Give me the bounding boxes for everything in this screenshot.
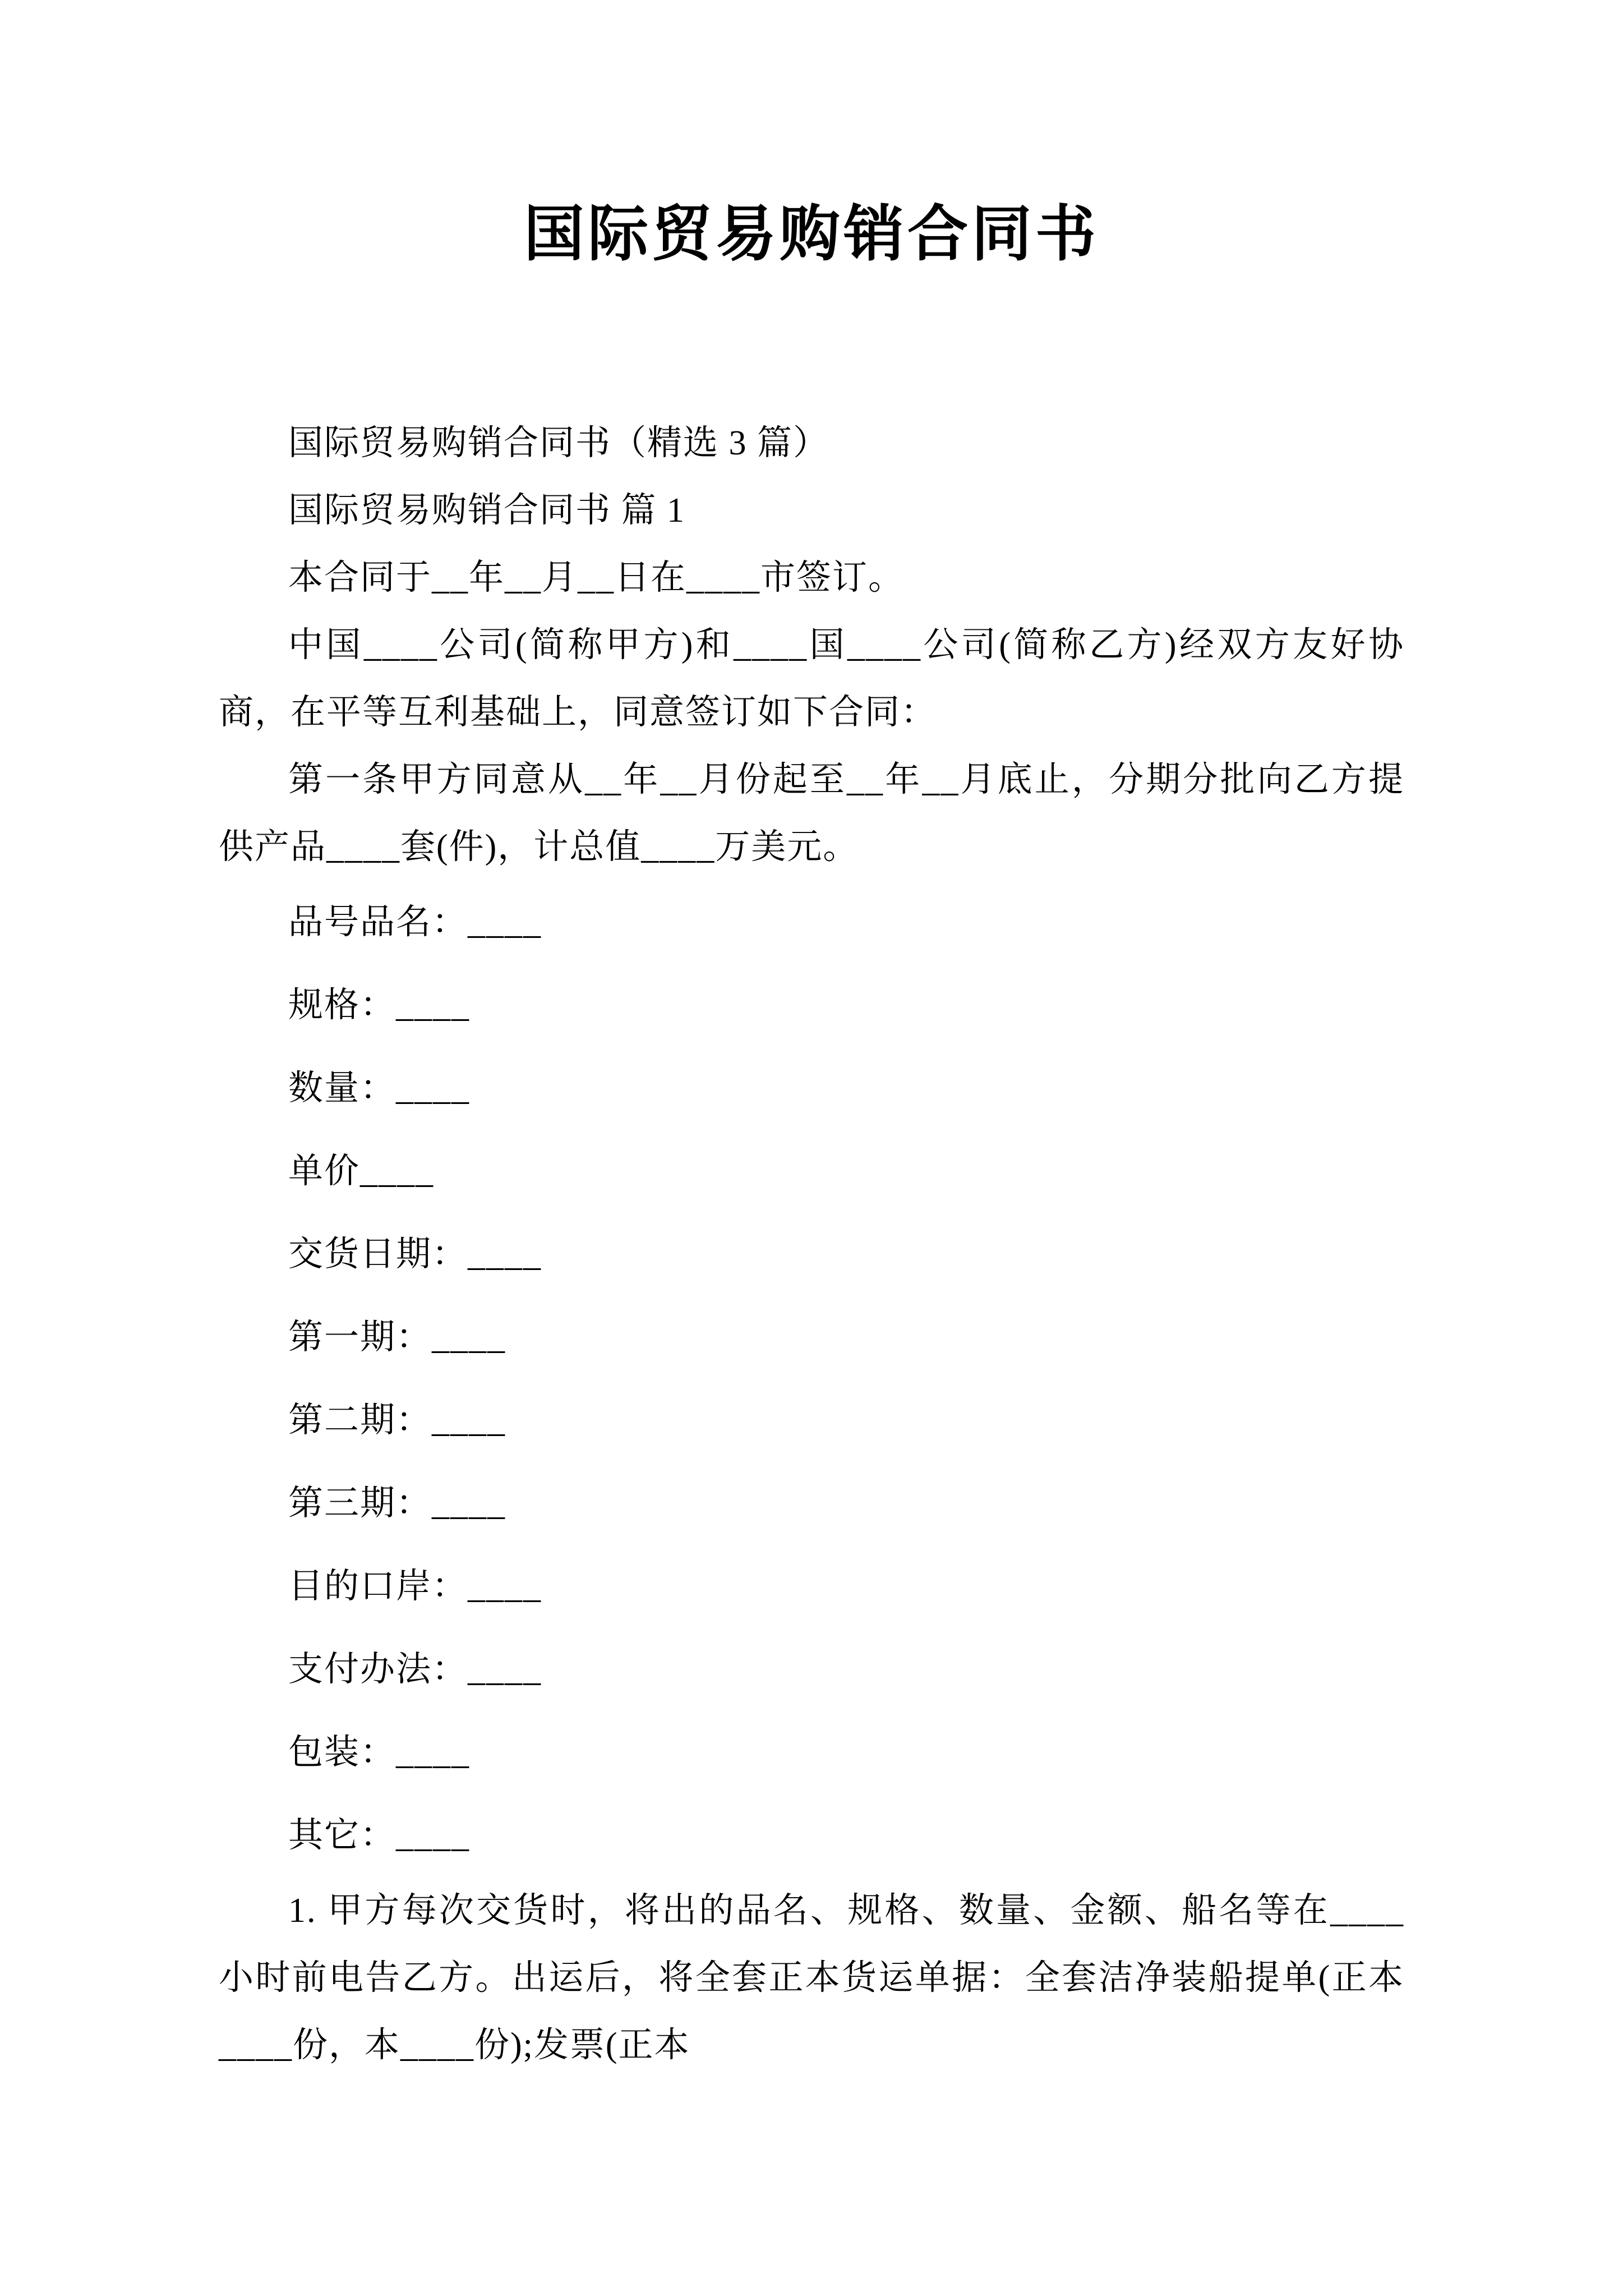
field-destination-port: 目的口岸：____: [288, 1567, 542, 1605]
paragraph-delivery-documents: 1. 甲方每次交货时，将出的品名、规格、数量、金额、船名等在____小时前电告乙方。出运后，将全套正本货运单据：全套洁净装船提单(正本____份，本____份);发票(正本: [219, 1892, 1404, 2064]
paragraph-parties: 中国____公司(简称甲方)和____国____公司(简称乙方)经双方友好协商，在平等互利基础上，同意签订如下合同：: [219, 626, 1404, 731]
field-quantity: 数量：____: [288, 1069, 471, 1107]
field-unit-price: 单价____: [288, 1152, 435, 1190]
field-packaging: 包装：____: [288, 1733, 471, 1772]
field-phase-three: 第三期：____: [288, 1484, 506, 1522]
field-phase-two: 第二期：____: [288, 1401, 506, 1439]
field-delivery-date: 交货日期：____: [288, 1235, 542, 1273]
document-body: [0, 409, 1623, 2079]
field-product-name: 品号品名：____: [288, 903, 542, 941]
paragraph-article-one: 第一条甲方同意从__年__月份起至__年__月底止，分期分批向乙方提供产品____套(件)，计总值____万美元。: [219, 761, 1404, 866]
field-payment-method: 支付办法：____: [288, 1650, 542, 1688]
field-phase-one: 第一期：____: [288, 1318, 506, 1356]
section-heading: 国际贸易购销合同书 篇 1: [288, 491, 686, 530]
page-title: 国际贸易购销合同书: [523, 200, 1099, 268]
field-specification: 规格：____: [288, 986, 471, 1024]
paragraph-signing-date: 本合同于__年__月__日在____市签订。: [288, 559, 905, 597]
document-subtitle: 国际贸易购销合同书（精选 3 篇）: [288, 424, 829, 462]
field-other: 其它：____: [288, 1816, 471, 1855]
